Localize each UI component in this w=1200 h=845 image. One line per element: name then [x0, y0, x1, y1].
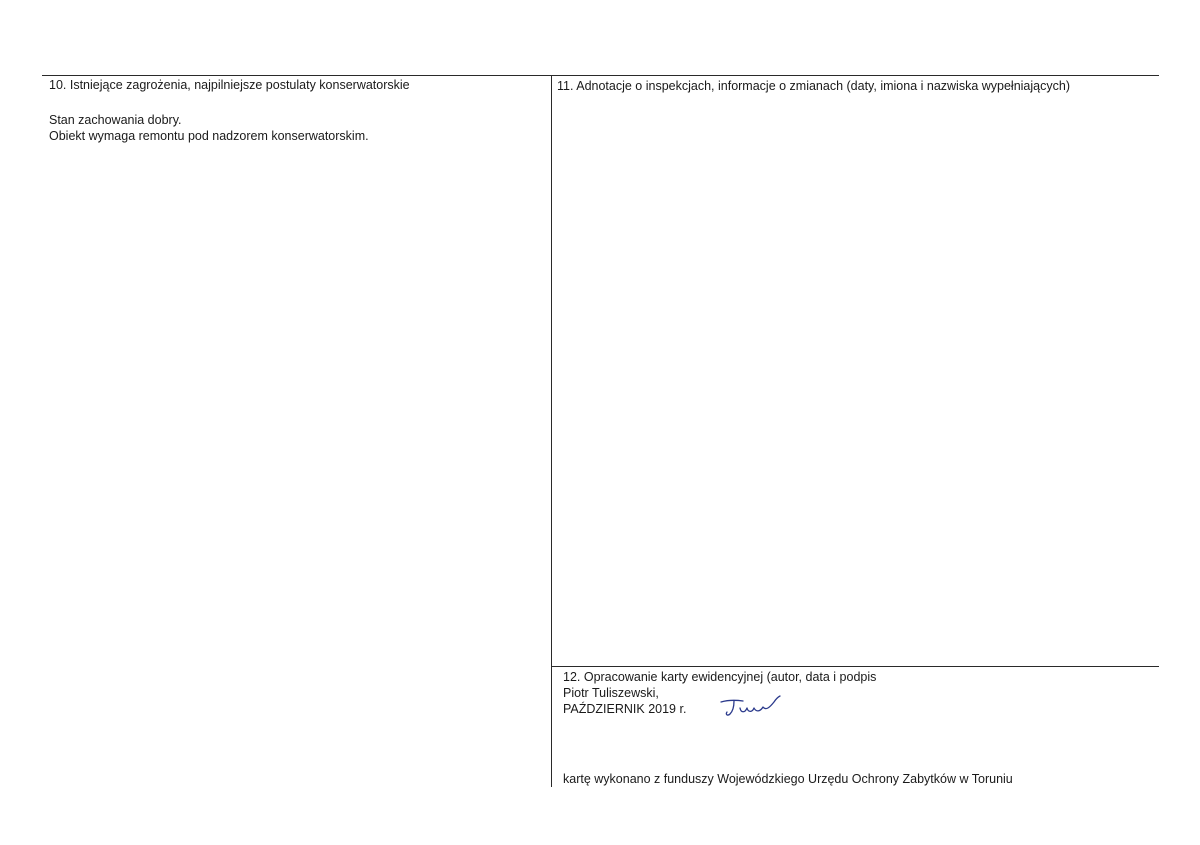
section-12-rule	[551, 666, 1159, 667]
funding-note: kartę wykonano z funduszy Wojewódzkiego Urzędu Ochrony Zabytków w Toruniu	[563, 772, 1013, 786]
section-10-line-condition: Stan zachowania dobry.	[49, 113, 182, 127]
section-10-line-repair: Obiekt wymaga remontu pod nadzorem konserwatorskim.	[49, 129, 369, 143]
section-11-heading: 11. Adnotacje o inspekcjach, informacje o zmianach (daty, imiona i nazwiska wypełniających)	[557, 79, 1070, 93]
handwritten-signature	[718, 693, 788, 721]
section-12-heading: 12. Opracowanie karty ewidencyjnej (autor, data i podpis	[563, 670, 877, 684]
section-10-heading: 10. Istniejące zagrożenia, najpilniejsze postulaty konserwatorskie	[49, 78, 410, 92]
document-date: PAŹDZIERNIK 2019 r.	[563, 702, 687, 716]
author-name: Piotr Tuliszewski,	[563, 686, 659, 700]
column-divider	[551, 75, 552, 787]
top-rule	[42, 75, 1159, 76]
